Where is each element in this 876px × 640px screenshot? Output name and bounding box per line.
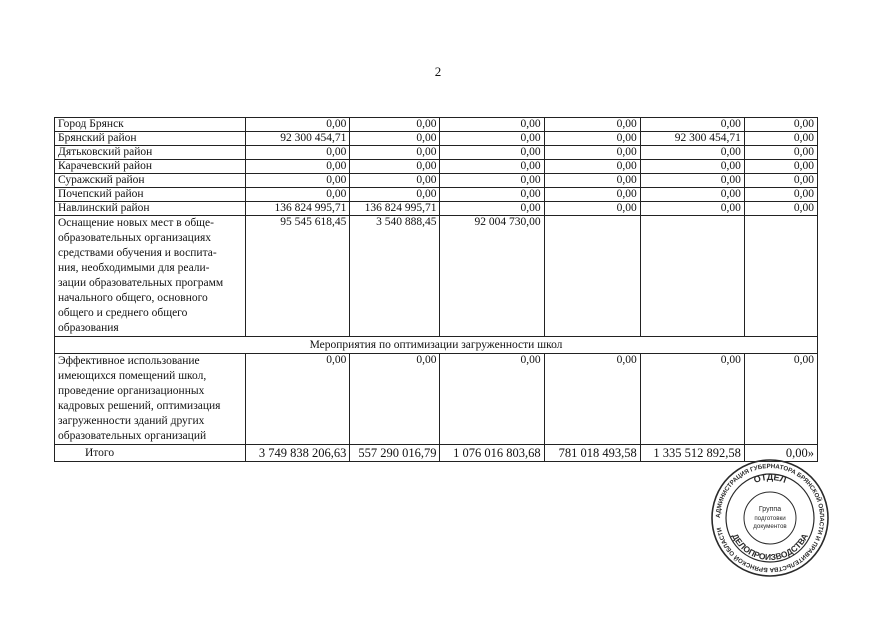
table-row — [55, 202, 818, 216]
efficiency-row-label-line: кадровых решений, оптимизация — [58, 400, 221, 412]
district-row-value: 0,00 — [544, 188, 640, 202]
total-value: 0,00» — [744, 445, 817, 462]
equipment-row-label-line: Оснащение новых мест в обще- — [58, 217, 214, 229]
district-row-value: 0,00 — [246, 160, 350, 174]
table-row — [55, 160, 818, 174]
district-row-label: Брянский район — [55, 132, 246, 146]
district-row-value: 92 300 454,71 — [640, 132, 744, 146]
district-row-value: 0,00 — [440, 132, 544, 146]
district-row-value: 0,00 — [440, 188, 544, 202]
district-row-value: 0,00 — [640, 202, 744, 216]
organization-stamp — [710, 458, 830, 578]
equipment-row-value: 3 540 888,45 — [350, 216, 440, 337]
district-row-value: 0,00 — [350, 146, 440, 160]
efficiency-row-label-line: проведение организационных — [58, 385, 205, 397]
stamp-inner-top: ОТДЕЛ — [752, 471, 788, 485]
table-row — [55, 174, 818, 188]
district-row-value: 0,00 — [744, 132, 817, 146]
district-row-value: 0,00 — [440, 174, 544, 188]
stamp-center-line-2: подготовки — [754, 515, 786, 522]
district-row-value: 0,00 — [744, 146, 817, 160]
table-row — [55, 216, 818, 337]
equipment-row-value — [544, 216, 640, 337]
efficiency-row-label-line: Эффективное использование — [58, 355, 200, 367]
district-row-value: 0,00 — [744, 118, 817, 132]
efficiency-row-value: 0,00 — [744, 354, 817, 445]
district-row-value: 0,00 — [246, 174, 350, 188]
table-row — [55, 132, 818, 146]
equipment-row-label-line: зации образовательных программ — [58, 277, 224, 289]
stamp-center-line-3: документов — [753, 523, 787, 530]
total-row — [55, 445, 818, 462]
equipment-row-label — [55, 216, 246, 337]
efficiency-row-label — [55, 354, 246, 445]
district-row-label: Суражский район — [55, 174, 246, 188]
efficiency-row-value: 0,00 — [544, 354, 640, 445]
district-row-value: 0,00 — [440, 146, 544, 160]
district-row-value: 0,00 — [350, 132, 440, 146]
district-row-value: 92 300 454,71 — [246, 132, 350, 146]
equipment-row-value — [640, 216, 744, 337]
table-row — [55, 188, 818, 202]
equipment-row-label-line: начального общего, основного — [58, 292, 208, 304]
total-value: 557 290 016,79 — [350, 445, 440, 462]
district-row-value: 0,00 — [246, 188, 350, 202]
district-row-value: 0,00 — [640, 118, 744, 132]
total-label: Итого — [55, 445, 246, 462]
section-header: Мероприятия по оптимизации загруженности школ — [55, 337, 818, 354]
district-row-value: 0,00 — [640, 146, 744, 160]
equipment-row-value — [744, 216, 817, 337]
table-row — [55, 146, 818, 160]
total-value: 1 335 512 892,58 — [640, 445, 744, 462]
district-row-value: 0,00 — [640, 174, 744, 188]
district-row-value: 0,00 — [350, 174, 440, 188]
district-row-value: 0,00 — [544, 118, 640, 132]
equipment-row-value: 92 004 730,00 — [440, 216, 544, 337]
total-value: 1 076 016 803,68 — [440, 445, 544, 462]
efficiency-row-value: 0,00 — [640, 354, 744, 445]
stamp-center-line-1: Группа — [758, 506, 782, 513]
efficiency-row-label-line: загруженности зданий других — [58, 415, 205, 427]
section-header-row — [55, 337, 818, 354]
table-row — [55, 354, 818, 445]
equipment-row-label-line: образовательных организациях — [58, 232, 212, 244]
page-number: 2 — [434, 64, 442, 79]
table-row — [55, 118, 818, 132]
district-row-value: 0,00 — [544, 146, 640, 160]
efficiency-row-value: 0,00 — [246, 354, 350, 445]
svg-text:ОТДЕЛ — [752, 472, 787, 485]
district-row-value: 136 824 995,71 — [246, 202, 350, 216]
district-row-value: 0,00 — [544, 160, 640, 174]
district-row-value: 0,00 — [440, 202, 544, 216]
district-row-value: 0,00 — [544, 174, 640, 188]
district-row-label: Карачевский район — [55, 160, 246, 174]
district-row-value: 0,00 — [440, 160, 544, 174]
district-row-value: 0,00 — [350, 160, 440, 174]
total-value: 781 018 493,58 — [544, 445, 640, 462]
district-row-value: 0,00 — [246, 146, 350, 160]
district-row-value: 0,00 — [744, 202, 817, 216]
district-row-value: 0,00 — [640, 188, 744, 202]
district-row-value: 0,00 — [640, 160, 744, 174]
budget-table — [54, 117, 818, 462]
district-row-value: 0,00 — [744, 160, 817, 174]
efficiency-row-value: 0,00 — [350, 354, 440, 445]
efficiency-row-value: 0,00 — [440, 354, 544, 445]
district-row-value: 0,00 — [544, 132, 640, 146]
equipment-row-label-line: образования — [58, 322, 119, 334]
district-row-label: Дятьковский район — [55, 146, 246, 160]
equipment-row-value: 95 545 618,45 — [246, 216, 350, 337]
district-row-value: 0,00 — [544, 202, 640, 216]
district-row-value: 136 824 995,71 — [350, 202, 440, 216]
district-row-label: Навлинский район — [55, 202, 246, 216]
district-row-value: 0,00 — [440, 118, 544, 132]
equipment-row-label-line: общего и среднего общего — [58, 307, 188, 319]
efficiency-row-label-line: образовательных организаций — [58, 430, 207, 442]
equipment-row-label-line: ния, необходимыми для реали- — [58, 262, 210, 274]
total-value: 3 749 838 206,63 — [246, 445, 350, 462]
stamp-inner-bottom: ДЕЛОПРОИЗВОДСТВА — [729, 531, 811, 563]
district-row-label: Город Брянск — [55, 118, 246, 132]
district-row-value: 0,00 — [246, 118, 350, 132]
district-row-value: 0,00 — [350, 188, 440, 202]
district-row-label: Почепский район — [55, 188, 246, 202]
stamp-outer-text: АДМИНИСТРАЦИЯ ГУБЕРНАТОРА БРЯНСКОЙ ОБЛАСТИ И ПРАВИТЕЛЬСТВА БРЯНСКОЙ ОБЛАСТИ — [714, 462, 826, 574]
efficiency-row-label-line: имеющихся помещений школ, — [58, 370, 207, 382]
district-row-value: 0,00 — [744, 174, 817, 188]
district-row-value: 0,00 — [350, 118, 440, 132]
district-row-value: 0,00 — [744, 188, 817, 202]
equipment-row-label-line: средствами обучения и воспита- — [58, 247, 217, 259]
